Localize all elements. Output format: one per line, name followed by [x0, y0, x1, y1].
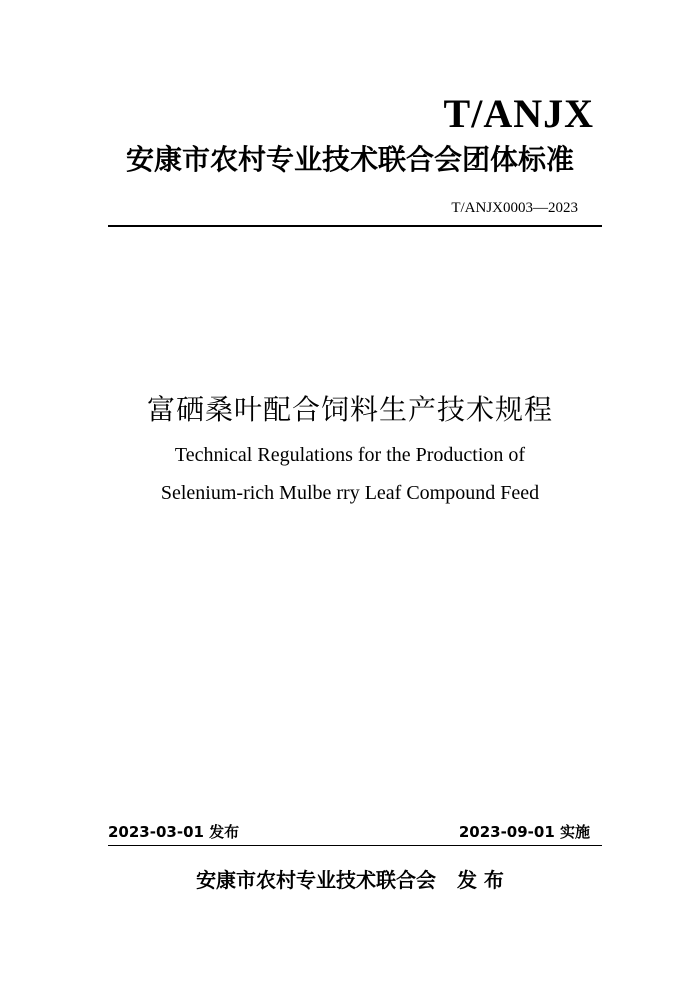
issue-date: 2023-03-01 发布 [108, 823, 240, 841]
standard-code-logo: T/ANJX [443, 91, 594, 136]
organization-standard-title: 安康市农村专业技术联合会团体标准 [125, 143, 574, 176]
standard-number: T/ANJX0003—2023 [451, 200, 578, 216]
publisher-line: 安康市农村专业技术联合会 发 布 [196, 868, 504, 892]
header-divider [108, 225, 602, 227]
document-title-english-line-1: Technical Regulations for the Production of [174, 444, 526, 466]
document-title-chinese: 富硒桑叶配合饲料生产技术规程 [146, 393, 553, 426]
implementation-date: 2023-09-01 实施 [458, 823, 590, 841]
document-title-english-line-2: Selenium-rich Mulbe rry Leaf Compound Feed [160, 482, 540, 504]
footer-divider [108, 845, 602, 846]
